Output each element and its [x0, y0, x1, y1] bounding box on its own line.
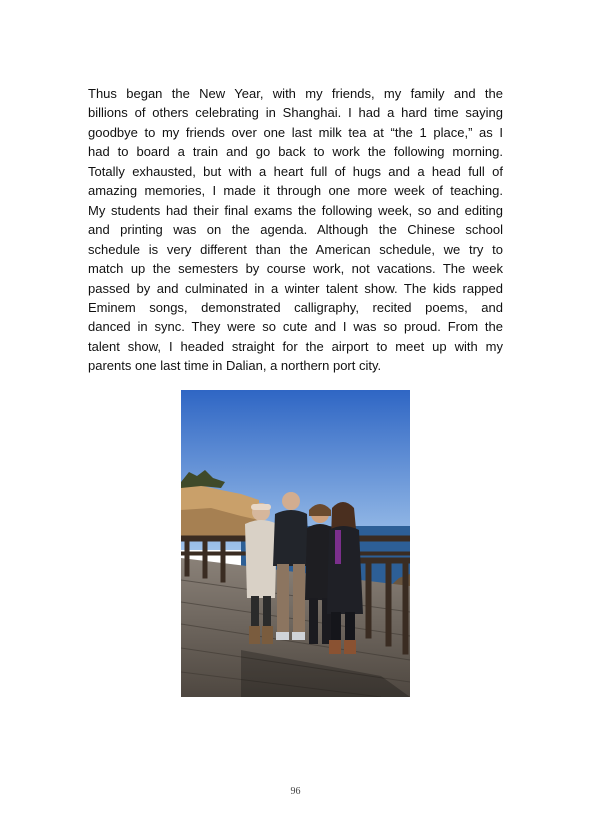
- paragraph-line: danced in sync. They were so cute and I was so proud. From the: [88, 319, 503, 335]
- body-paragraph: [88, 84, 503, 376]
- paragraph-line: match up the semesters by course work, not vacations. The week: [88, 261, 503, 277]
- paragraph-line: Totally exhausted, but with a heart full of hugs and a head full of: [88, 163, 503, 179]
- paragraph-line: passed by and culminated in a winter talent show. The kids rapped: [88, 280, 503, 296]
- paragraph-line: talent show, I headed straight for the airport to meet up with my: [88, 338, 503, 354]
- page-number: 96: [290, 786, 301, 797]
- paragraph-line: Thus began the New Year, with my friends, my family and the: [88, 86, 503, 101]
- paragraph-line: schedule is very different than the American schedule, we try to: [88, 241, 503, 257]
- paragraph-line: and printing was on the agenda. Although the Chinese school: [88, 222, 503, 238]
- paragraph-line: Eminem songs, demonstrated calligraphy, recited poems, and: [88, 299, 503, 315]
- paragraph-line: had to board a train and go back to work the following morning.: [88, 144, 503, 160]
- paragraph-line: goodbye to my friends over one last milk tea at “the 1 place,” as I: [88, 124, 503, 140]
- paragraph-line: parents one last time in Dalian, a northern port city.: [88, 358, 382, 374]
- paragraph-line: billions of others celebrating in Shanghai. I had a hard time saying: [88, 105, 503, 121]
- paragraph-line: amazing memories, I made it through one more week of teaching.: [88, 183, 503, 199]
- paragraph-line: My students had their final exams the following week, so and editing: [88, 202, 503, 218]
- family-photo: [181, 390, 410, 697]
